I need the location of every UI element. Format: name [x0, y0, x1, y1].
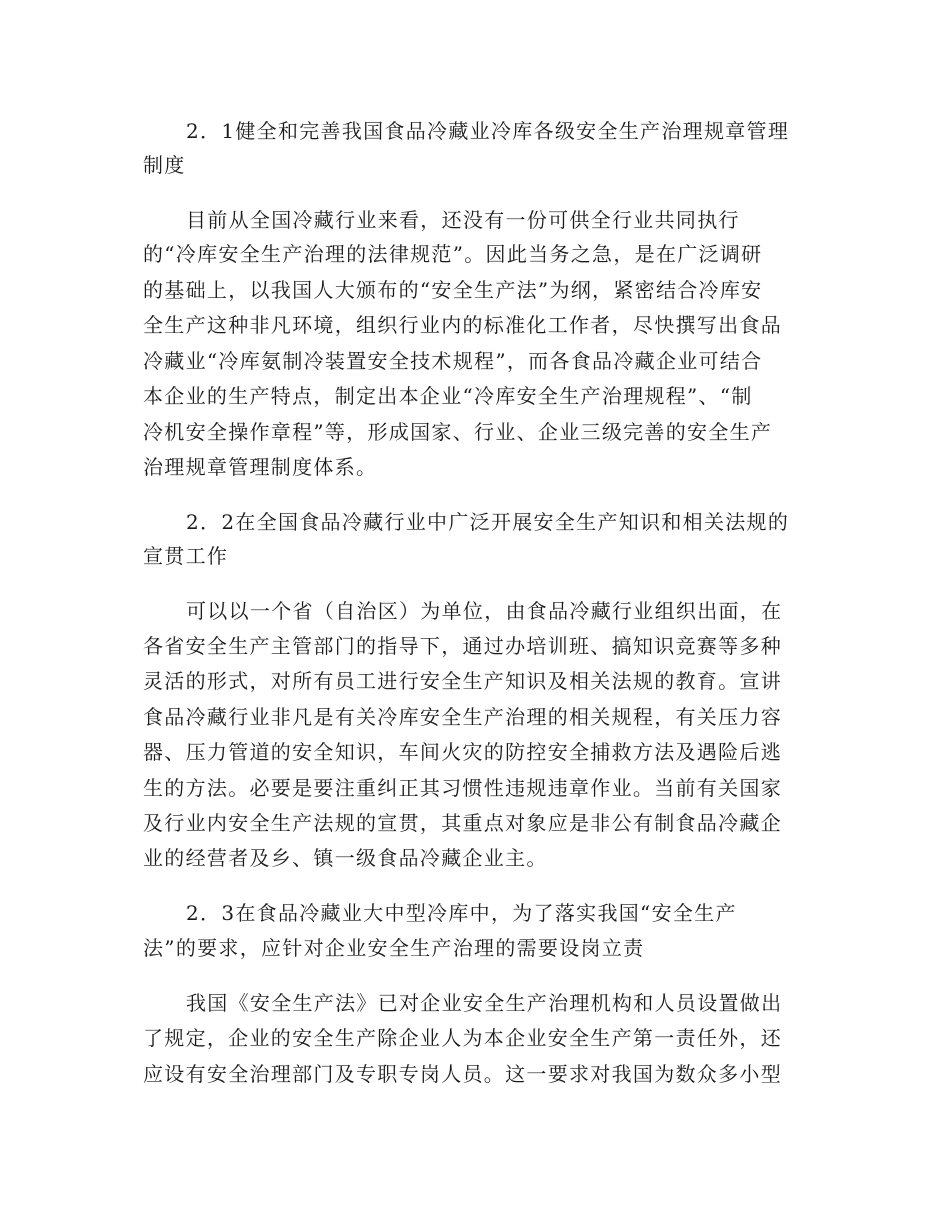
- paragraph-1-line-7: 冷机安全操作章程”等，形成国家、行业、企业三级完善的安全生产: [143, 420, 773, 444]
- heading-2-1-line-2: 制度: [143, 153, 186, 177]
- paragraph-1-line-2: 的“冷库安全生产治理的法律规范”。因此当务之急，是在广泛调研: [143, 242, 763, 266]
- paragraph-2-line-4: 食品冷藏行业非凡是有关冷库安全生产治理的相关规程，有关压力容: [143, 705, 782, 729]
- paragraph-2-line-8: 业的经营者及乡、镇一级食品冷藏企业主。: [143, 846, 548, 870]
- paragraph-1-line-1: 目前从全国冷藏行业来看，还没有一份可供全行业共同执行: [186, 208, 740, 232]
- paragraph-2-line-3: 灵活的形式，对所有员工进行安全生产知识及相关法规的教育。宣讲: [143, 669, 782, 693]
- paragraph-3-line-2: 了规定，企业的安全生产除企业人为本企业安全生产第一责任外，还: [143, 1026, 782, 1050]
- heading-2-2-line-2: 宣贯工作: [143, 544, 229, 568]
- paragraph-1-line-8: 治理规章管理制度体系。: [143, 455, 378, 479]
- paragraph-2-line-5: 器、压力管道的安全知识，车间火灾的防控安全捕救方法及遇险后逃: [143, 740, 782, 764]
- heading-2-3-line-2: 法”的要求，应针对企业安全生产治理的需要设岗立责: [143, 936, 645, 960]
- paragraph-2-line-2: 各省安全生产主管部门的指导下，通过办培训班、搞知识竞赛等多种: [143, 634, 782, 658]
- paragraph-1-line-4: 全生产这种非凡环境，组织行业内的标准化工作者，尽快撰写出食品: [143, 313, 782, 337]
- paragraph-2-line-1: 可以以一个省（自治区）为单位，由食品冷藏行业组织出面，在: [186, 599, 783, 623]
- paragraph-2-line-7: 及行业内安全生产法规的宣贯，其重点对象应是非公有制食品冷藏企: [143, 811, 782, 835]
- paragraph-3-line-1: 我国《安全生产法》已对企业安全生产治理机构和人员设置做出: [186, 991, 783, 1015]
- paragraph-2-line-6: 生的方法。必要是要注重纠正其习惯性违规违章作业。当前有关国家: [143, 776, 782, 800]
- heading-2-1-line-1: 2．1健全和完善我国食品冷藏业冷库各级安全生产治理规章管理: [186, 119, 790, 143]
- paragraph-1-line-6: 本企业的生产特点，制定出本企业“冷库安全生产治理规程”、“制: [143, 384, 753, 408]
- paragraph-1-line-3: 的基础上，以我国人大颁布的“安全生产法”为纲，紧密结合冷库安: [143, 278, 763, 302]
- paragraph-3-line-3: 应设有安全治理部门及专职专岗人员。这一要求对我国为数众多小型: [143, 1062, 782, 1086]
- heading-2-2-line-1: 2．2在全国食品冷藏行业中广泛开展安全生产知识和相关法规的: [186, 510, 790, 534]
- paragraph-1-line-5: 冷藏业“冷库氨制冷装置安全技术规程”，而各食品冷藏企业可结合: [143, 349, 763, 373]
- heading-2-3-line-1: 2．3在食品冷藏业大中型冷库中，为了落实我国“安全生产: [186, 901, 737, 925]
